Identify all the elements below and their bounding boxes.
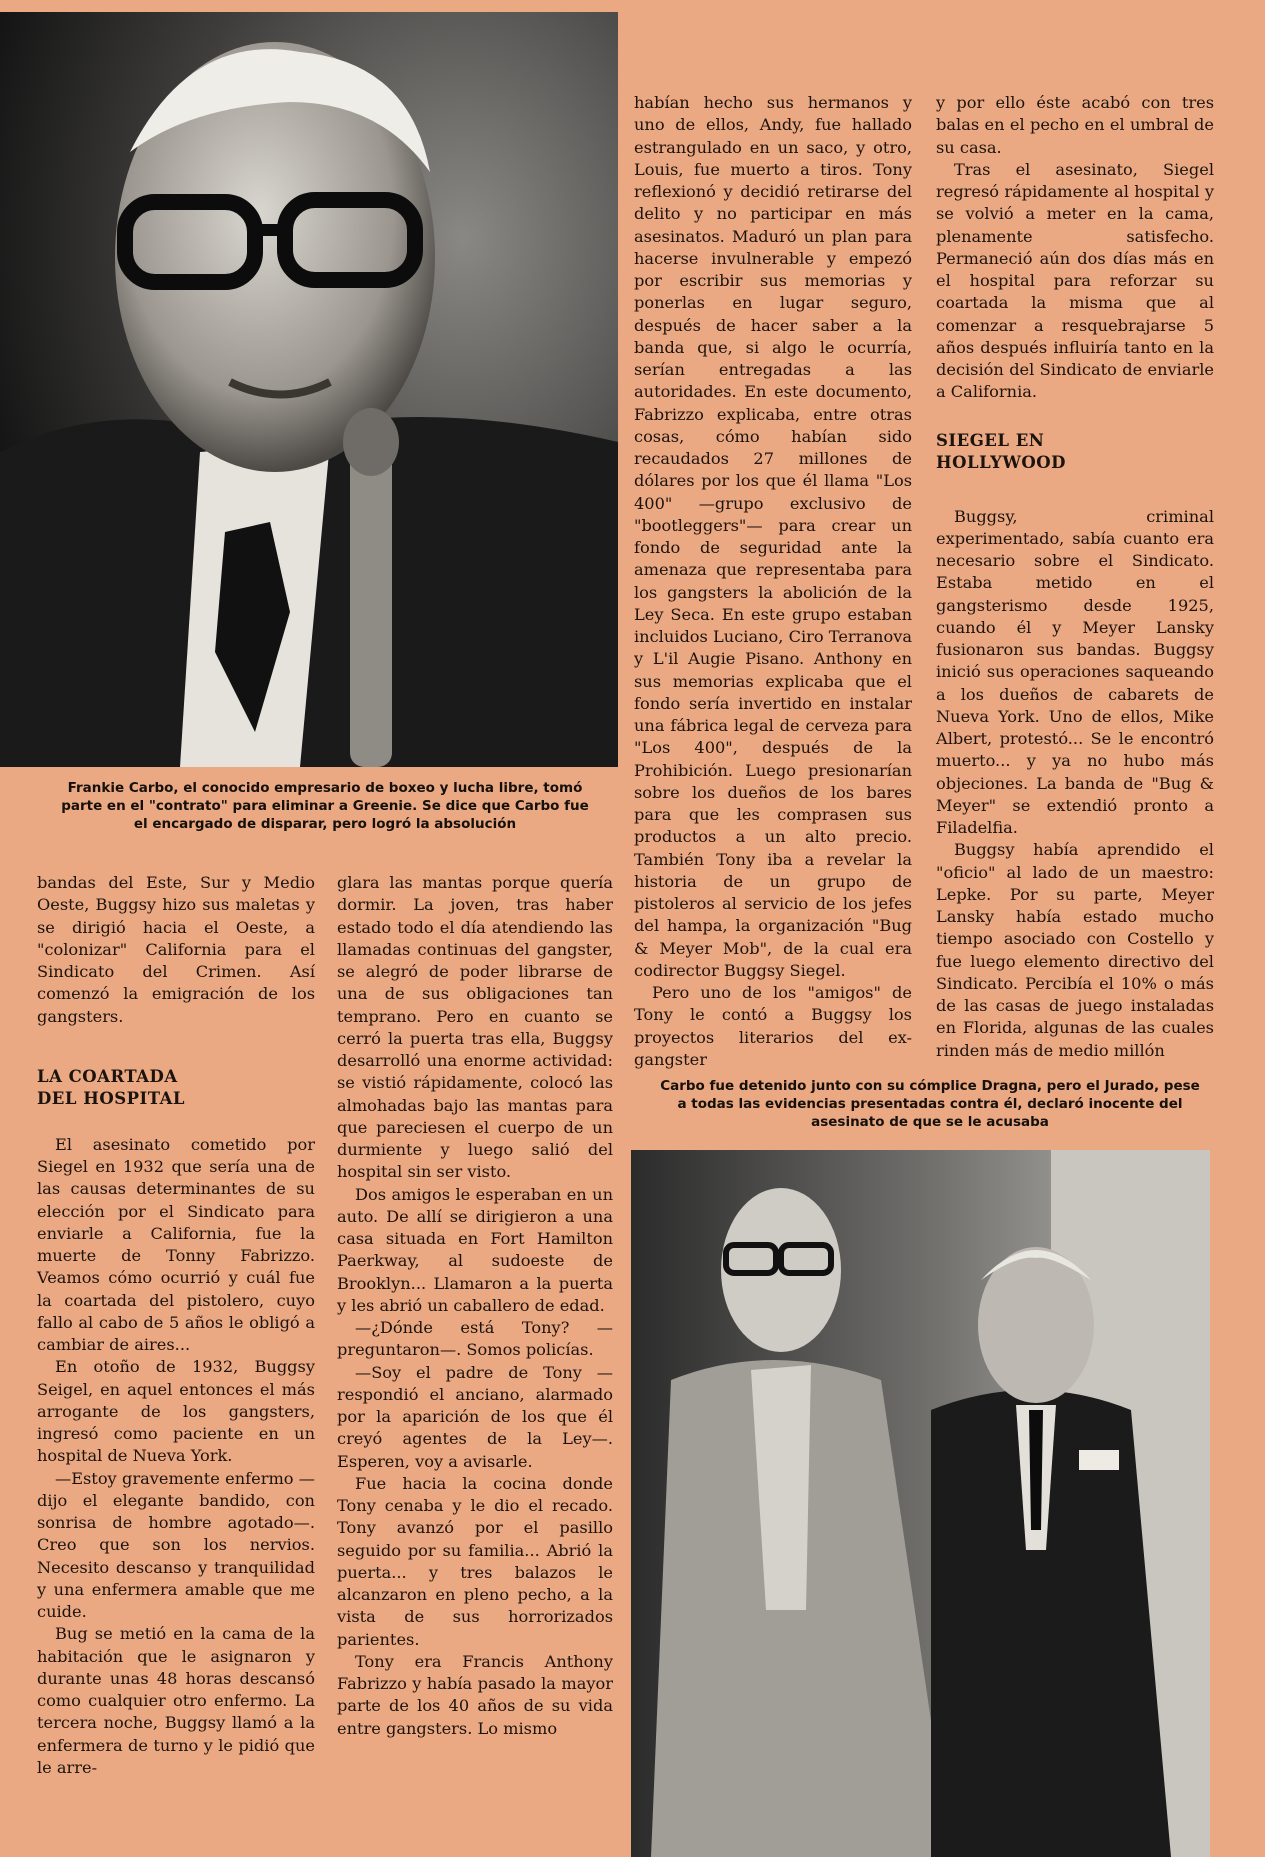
arrest-photo xyxy=(631,1150,1210,1857)
section-heading-hollywood-line2: HOLLYWOOD xyxy=(936,452,1066,472)
article-column-1 xyxy=(37,872,315,1779)
col4-paragraph-4: Buggsy había aprendido el "oficio" al lado de un maestro: Lepke. Por su parte, Meyer Lansky había estado mucho tiempo asociado con Costello y fue luego elemento directivo del Sindicato. Percibía el 10% o más de las casas de juego instaladas en Florida, algunas de las cuales rinden más de medio millón xyxy=(936,840,1214,1060)
col2-paragraph-3: —¿Dónde está Tony? —preguntaron—. Somos policías. xyxy=(337,1318,613,1360)
top-photo-caption: Frankie Carbo, el conocido empresario de boxeo y lucha libre, tomó parte en el "contrato" para eliminar a Greenie. Se dice que Carbo fue el encargado de disparar, pero logró la absolución xyxy=(61,780,589,832)
col1-paragraph-3: En otoño de 1932, Buggsy Seigel, en aquel entonces el más arrogante de los gangsters, ingresó como paciente en un hospital de Nueva York. xyxy=(37,1357,315,1466)
portrait-photo xyxy=(0,12,618,767)
portrait-illustration xyxy=(0,12,618,767)
col3-paragraph-1: habían hecho sus hermanos y uno de ellos, Andy, fue hallado estrangulado en un saco, y otro, Louis, fue muerto a tiros. Tony reflexionó y decidió retirarse del delito y no participar en más asesinatos. Maduró un plan para hacerse invulnerable y empezó por escribir sus memorias y ponerlas en lugar seguro, después de hacer saber a la banda que, si algo le ocurría, serían entregadas a las autoridades. En este documento, Fabrizzo explicaba, entre otras cosas, cómo habían sido recaudados 27 millones de dólares por los que él llama "Los 400" —grupo exclusivo de "bootleggers"— para crear un fondo de seguridad ante la amenaza que representaba para los gangsters la abolición de la Ley Seca. En este grupo estaban incluidos Luciano, Ciro Terranova y L'il Augie Pisano. Anthony en sus memorias explicaba que el fondo sería invertido en instalar una fábrica legal de cerveza para "Los 400", después de la Prohibición. Luego presionarían sobre los dueños de los bares para que les comprasen sus productos a un alto precio. También Tony iba a revelar la historia de un grupo de pistoleros al servicio de los jefes del hampa, la organización "Bug & Meyer Mob", de la cual era codirector Buggsy Siegel. xyxy=(634,93,912,980)
article-column-3 xyxy=(634,92,912,1071)
col1-paragraph-5: Bug se metió en la cama de la habitación que le asignaron y durante unas 48 horas descansó como cualquier otro enfermo. La tercera noche, Buggsy llamó a la enfermera de turno y le pidió que le arre- xyxy=(37,1624,315,1777)
col1-paragraph-4: —Estoy gravemente enfermo —dijo el elegante bandido, con sonrisa de hombre agotado—. Creo que son los nervios. Necesito descanso y tranquilidad y una enfermera amable que me cuide. xyxy=(37,1468,315,1621)
col2-paragraph-6: Tony era Francis Anthony Fabrizzo y había pasado la mayor parte de los 40 años de su vida entre gangsters. Lo mismo xyxy=(337,1651,613,1738)
arrest-illustration xyxy=(631,1150,1210,1857)
col1-paragraph-2: El asesinato cometido por Siegel en 1932 que sería una de las causas determinantes de su elección por el Sindicato para enviarle a California, fue la muerte de Tonny Fabrizzo. Veamos cómo ocurrió y cuál fue la coartada del pistolero, cuyo fallo al cabo de 5 años le obligó a cambiar de aires... xyxy=(37,1134,315,1354)
section-heading-coartada-line2: DEL HOSPITAL xyxy=(37,1088,186,1108)
section-heading-hollywood xyxy=(936,430,1214,474)
col2-paragraph-2: Dos amigos le esperaban en un auto. De allí se dirigieron a una casa situada en Fort Hamilton Paerkway, al sudoeste de Brooklyn... Llamaron a la puerta y les abrió un caballero de edad. xyxy=(337,1184,613,1315)
col4-paragraph-3: Buggsy, criminal experimentado, sabía cuanto era necesario sobre el Sindicato. Estaba metido en el gangsterismo desde 1925, cuando él y Meyer Lansky fusionaron sus bandas. Buggsy inició sus operaciones saqueando a los dueños de cabarets de Nueva York. Uno de ellos, Mike Albert, protestó... Se le encontró muerto... y ya no hubo más objeciones. La banda de "Bug & Meyer" se extendió pronto a Filadelfia. xyxy=(936,506,1214,837)
col4-paragraph-2: Tras el asesinato, Siegel regresó rápidamente al hospital y se volvió a meter en la cama, plenamente satisfecho. Permaneció aún dos días más en el hospital para reforzar su coartada la misma que al comenzar a resquebrajarse 5 años después influiría tanto en la decisión del Sindicato de enviarle a California. xyxy=(936,159,1214,402)
col1-paragraph-1: bandas del Este, Sur y Medio Oeste, Buggsy hizo sus maletas y se dirigió hacia el Oeste, a "colonizar" California para el Sindicato del Crimen. Así comenzó la emigración de los gangsters. xyxy=(37,873,315,1026)
section-heading-coartada xyxy=(37,1066,315,1110)
col2-paragraph-1: glara las mantas porque quería dormir. La joven, tras haber estado todo el día atendiendo las llamadas continuas del gangster, se alegró de poder librarse de una de sus obligaciones tan temprano. Pero en cuanto se cerró la puerta tras ella, Buggsy desarrolló una enorme actividad: se vistió rápidamente, colocó las almohadas bajo las mantas para que pareciesen el cuerpo de un durmiente y luego salió del hospital sin ser visto. xyxy=(337,873,613,1182)
section-heading-coartada-line1: LA COARTADA xyxy=(37,1066,178,1086)
bottom-photo-caption: Carbo fue detenido junto con su cómplice Dragna, pero el Jurado, pese a todas las evidencias presentadas contra él, declaró inocente del asesinato de que se le acusaba xyxy=(660,1078,1200,1130)
section-heading-hollywood-line1: SIEGEL EN xyxy=(936,430,1045,450)
article-column-2 xyxy=(337,872,613,1740)
article-column-4 xyxy=(936,92,1214,1062)
col2-paragraph-4: —Soy el padre de Tony —respondió el anciano, alarmado por la aparición de los que él creyó agentes de la Ley—. Esperen, voy a avisarle. xyxy=(337,1362,613,1471)
col2-paragraph-5: Fue hacia la cocina donde Tony cenaba y le dio el recado. Tony avanzó por el pasillo seguido por su familia... Abrió la puerta... y tres balazos le alcanzaron en pleno pecho, a la vista de sus horrorizados parientes. xyxy=(337,1473,613,1649)
col4-paragraph-1: y por ello éste acabó con tres balas en el pecho en el umbral de su casa. xyxy=(936,93,1214,157)
col3-paragraph-2: Pero uno de los "amigos" de Tony le contó a Buggsy los proyectos literarios del ex-gangster xyxy=(634,983,912,1069)
